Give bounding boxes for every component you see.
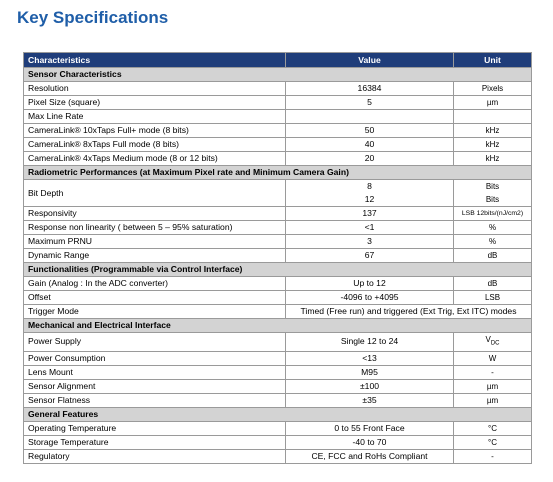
row-value: 67 — [286, 249, 454, 263]
table-row — [24, 333, 532, 352]
row-label: Bit Depth — [24, 180, 286, 207]
row-label: Dynamic Range — [24, 249, 286, 263]
row-label: Response non linearity ( between 5 – 95% saturation) — [24, 221, 286, 235]
header-unit: Unit — [454, 53, 532, 68]
row-label: Sensor Flatness — [24, 393, 286, 407]
row-label: Operating Temperature — [24, 421, 286, 435]
section-title: Radiometric Performances (at Maximum Pixel rate and Minimum Camera Gain) — [24, 166, 532, 180]
page-title: Key Specifications — [17, 8, 169, 27]
row-label: Resolution — [24, 82, 286, 96]
table-row — [24, 421, 532, 435]
table-row — [24, 379, 532, 393]
row-label: Sensor Alignment — [24, 379, 286, 393]
row-value: <13 — [286, 351, 454, 365]
row-value — [286, 180, 454, 207]
row-value: ±35 — [286, 393, 454, 407]
row-label: CameraLink® 4xTaps Medium mode (8 or 12 bits) — [24, 152, 286, 166]
header-characteristics: Characteristics — [24, 53, 286, 68]
section-row — [24, 166, 532, 180]
table-row — [24, 351, 532, 365]
row-unit: W — [454, 351, 532, 365]
row-value: 20 — [286, 152, 454, 166]
table-row — [24, 152, 532, 166]
row-value: ±100 — [286, 379, 454, 393]
section-title: General Features — [24, 407, 532, 421]
row-value: 50 — [286, 124, 454, 138]
table-row — [24, 221, 532, 235]
section-title: Mechanical and Electrical Interface — [24, 319, 532, 333]
section-row — [24, 407, 532, 421]
row-label: Offset — [24, 291, 286, 305]
row-label: Regulatory — [24, 449, 286, 463]
row-value: 5 — [286, 96, 454, 110]
table-row — [24, 393, 532, 407]
row-label: Responsivity — [24, 207, 286, 221]
row-value: Single 12 to 24 — [286, 333, 454, 352]
row-label: Storage Temperature — [24, 435, 286, 449]
row-unit: kHz — [454, 152, 532, 166]
row-unit: - — [454, 449, 532, 463]
row-unit — [454, 333, 532, 352]
row-unit: Pixels — [454, 82, 532, 96]
bit-depth-value-2: 12 — [364, 194, 375, 204]
row-label: Max Line Rate — [24, 110, 286, 124]
specifications-table — [23, 52, 532, 464]
row-unit: µm — [454, 379, 532, 393]
bit-depth-unit-1: Bits — [485, 182, 500, 191]
table-row — [24, 449, 532, 463]
row-label: Gain (Analog : In the ADC converter) — [24, 277, 286, 291]
section-row — [24, 319, 532, 333]
row-value: 40 — [286, 138, 454, 152]
table-row — [24, 305, 532, 319]
row-label: Trigger Mode — [24, 305, 286, 319]
row-unit: LSB 12bits/(nJ/cm2) — [454, 207, 532, 221]
table-row — [24, 207, 532, 221]
row-unit: dB — [454, 249, 532, 263]
table-row — [24, 235, 532, 249]
table-row — [24, 180, 532, 207]
row-unit: % — [454, 235, 532, 249]
table-row — [24, 124, 532, 138]
table-row — [24, 96, 532, 110]
row-value: CE, FCC and RoHs Compliant — [286, 449, 454, 463]
row-value: Timed (Free run) and triggered (Ext Trig, Ext ITC) modes — [286, 305, 532, 319]
bit-depth-unit-2: Bits — [485, 195, 500, 204]
row-label: CameraLink® 10xTaps Full+ mode (8 bits) — [24, 124, 286, 138]
row-value: M95 — [286, 365, 454, 379]
power-unit-main: V — [485, 335, 491, 344]
row-value: 16384 — [286, 82, 454, 96]
row-value: -40 to 70 — [286, 435, 454, 449]
row-unit: µm — [454, 393, 532, 407]
table-row — [24, 110, 532, 124]
section-title: Sensor Characteristics — [24, 68, 532, 82]
section-row — [24, 68, 532, 82]
row-label: Power Supply — [24, 333, 286, 352]
row-label: Lens Mount — [24, 365, 286, 379]
row-unit: - — [454, 365, 532, 379]
row-label: Power Consumption — [24, 351, 286, 365]
row-value: 3 — [286, 235, 454, 249]
row-unit: % — [454, 221, 532, 235]
row-unit: µm — [454, 96, 532, 110]
row-unit — [454, 180, 532, 207]
row-value: 137 — [286, 207, 454, 221]
header-value: Value — [286, 53, 454, 68]
row-value: <1 — [286, 221, 454, 235]
row-label: Pixel Size (square) — [24, 96, 286, 110]
table-row — [24, 435, 532, 449]
row-value-empty — [286, 110, 454, 124]
row-unit: kHz — [454, 124, 532, 138]
table-row — [24, 277, 532, 291]
section-title: Functionalities (Programmable via Control Interface) — [24, 263, 532, 277]
table-row — [24, 249, 532, 263]
table-row — [24, 138, 532, 152]
row-value: -4096 to +4095 — [286, 291, 454, 305]
table-row — [24, 291, 532, 305]
row-unit: dB — [454, 277, 532, 291]
power-unit-sub: DC — [490, 340, 500, 347]
row-unit: °C — [454, 435, 532, 449]
row-unit-empty — [454, 110, 532, 124]
section-row — [24, 263, 532, 277]
table-row — [24, 365, 532, 379]
row-unit: °C — [454, 421, 532, 435]
row-value: 0 to 55 Front Face — [286, 421, 454, 435]
row-unit: LSB — [454, 291, 532, 305]
row-label: Maximum PRNU — [24, 235, 286, 249]
row-label: CameraLink® 8xTaps Full mode (8 bits) — [24, 138, 286, 152]
row-value: Up to 12 — [286, 277, 454, 291]
bit-depth-value-1: 8 — [367, 181, 372, 191]
table-row — [24, 82, 532, 96]
table-header-row — [24, 53, 532, 68]
row-unit: kHz — [454, 138, 532, 152]
